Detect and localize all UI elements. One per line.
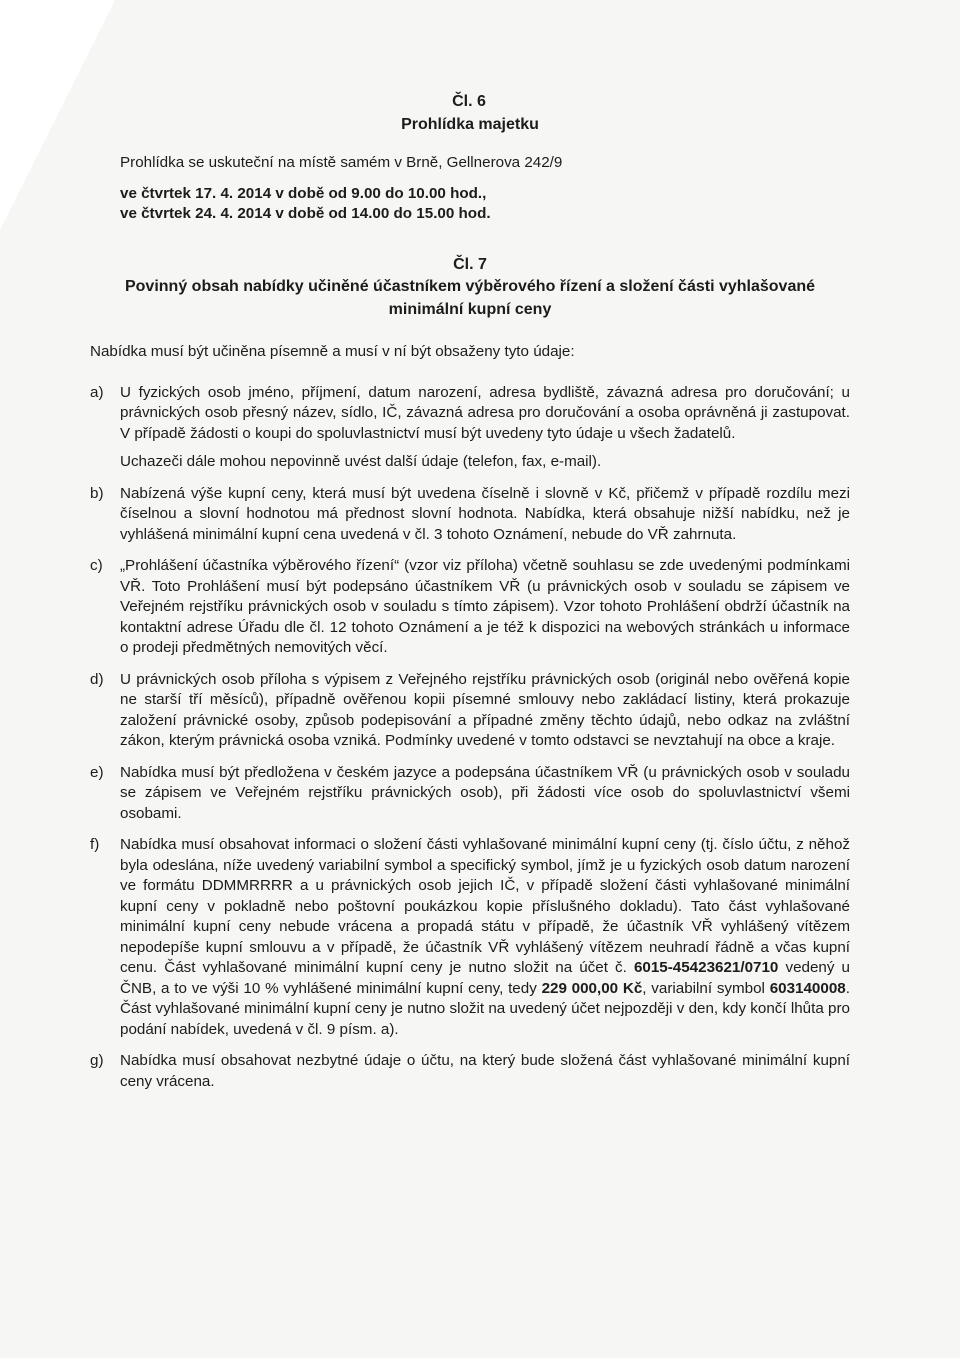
list-item-text: Nabídka musí obsahovat nezbytné údaje o účtu, na který bude složená část vyhlašované minimální kupní ceny vrácena. — [120, 1052, 850, 1090]
list-item-e — [90, 763, 850, 825]
list-item-a — [90, 383, 850, 473]
list-item-text: U fyzických osob jméno, příjmení, datum narození, adresa bydliště, závazná adresa pro doručování; u právnických osob přesný název, sídlo, IČ, závazná adresa pro doručování a osoba oprávněná ji zastupovat. V případě žádosti o koupi do spoluvlastnictví musí být uvedeny tyto údaje u všech žadatelů. — [120, 383, 850, 442]
item-f-text-4: . Část vyhlašované minimální kupní ceny je nutno složit na uvedený účet nejpozději v den, kdy končí lhůta pro podání nabídek, uvedená v čl. 9 písm. a). — [120, 979, 850, 1038]
list-marker: e) — [90, 763, 104, 781]
list-item-text: „Prohlášení účastníka výběrového řízení“ (vzor viz příloha) včetně souhlasu se zde uvedenými podmínkami VŘ. Toto Prohlášení musí být podepsáno účastníkem VŘ (u právnických osob v souladu se zápisem ve Veřejném rejstříku právnických osob v souladu s tímto zápisem). Vzor tohoto Prohlášení obdrží účastník na kontaktní adrese Úřadu dle čl. 12 tohoto Oznámení a je též k dispozici na webových stránkách u informace o prodeji předmětných nemovitých věcí. — [120, 557, 850, 656]
section-7-number: Čl. 7 — [453, 255, 487, 273]
list-item-extra: Uchazeči dále mohou nepovinně uvést další údaje (telefon, fax, e-mail). — [120, 453, 602, 470]
deposit-amount: 229 000,00 Kč — [541, 979, 643, 997]
list-marker: f) — [90, 836, 100, 853]
document-content — [90, 92, 850, 1092]
list-item-text: U právnických osob příloha s výpisem z Veřejného rejstříku právnických osob (originál nebo ověřená kopie ne starší tří měsíců), případně ověřenou kopii písemné smlouvy nebo zakládací listiny, která prokazuje založení právnické osoby, způsob podepisování a případné změny těchto údajů, nebo odkaz na zvláštní zákon, kterým právnická osoba vzniká. Podmínky uvedené v tomto odstavci se nevztahují na obce a kraje. — [120, 670, 850, 749]
list-item-b — [90, 484, 850, 546]
inspection-date-2: ve čtvrtek 24. 4. 2014 v době od 14.00 do 15.00 hod. — [120, 205, 491, 222]
list-marker: a) — [90, 383, 104, 401]
list-marker: g) — [90, 1052, 104, 1069]
item-f-text-1: Nabídka musí obsahovat informaci o složení části vyhlašované minimální kupní ceny (tj. číslo účtu, z něhož byla odeslána, níže uvedený variabilní symbol a specifický symbol, jímž je u fyzických osob datum narození ve formátu DDMMRRRR a u právnických osob jejich IČ, v případě složení části vyhlašované minimální kupní ceny v pokladně nebo poštovní poukázkou kopie příslušného dokladu). Tato část vyhlašované minimální kupní ceny nebude vrácena a propadá státu v případě, že účastník VŘ vyhlášený vítězem nepodepíše kupní smlouvu a v případě, že účastník VŘ vyhlášený vítězem neuhradí řádně a včas kupní cenu. Část vyhlašované minimální kupní ceny je nutno složit na účet č. — [120, 836, 850, 976]
section-7-title-line-2: minimální kupní ceny — [388, 300, 552, 318]
list-marker: b) — [90, 484, 104, 502]
list-item-text: Nabídka musí být předložena v českém jazyce a podepsána účastníkem VŘ (u právnických osob v souladu se zápisem ve Veřejném rejstříku právnických osob), při žádosti více osob do spoluvlastnictví všemi osobami. — [120, 763, 850, 822]
list-item-c — [90, 556, 850, 659]
variable-symbol: 603140008 — [769, 979, 846, 997]
item-f-text-3: , variabilní symbol — [642, 979, 765, 997]
section-7-intro: Nabídka musí být učiněna písemně a musí v ní být obsaženy tyto údaje: — [90, 343, 575, 360]
list-marker: c) — [90, 557, 103, 574]
list-item-g — [90, 1051, 850, 1092]
list-item-text — [120, 835, 850, 1040]
inspection-place: Prohlídka se uskuteční na místě samém v Brně, Gellnerova 242/9 — [120, 154, 563, 171]
section-6-title: Prohlídka majetku — [401, 115, 539, 133]
item-f-text-2: vedený u ČNB, a to ve výši 10 % vyhlášené minimální kupní ceny, tedy — [120, 959, 850, 997]
list-item-text: Nabízená výše kupní ceny, která musí být uvedena číselně i slovně v Kč, přičemž v případě rozdílu mezi číselnou a slovní hodnotou má přednost slovní hodnota. Nabídka, která obsahuje nižší nabídku, než je vyhlášená minimální kupní cena uvedená v čl. 3 tohoto Oznámení, nebude do VŘ zahrnuta. — [120, 484, 850, 543]
list-item-f — [90, 835, 850, 1040]
inspection-date-1: ve čtvrtek 17. 4. 2014 v době od 9.00 do 10.00 hod., — [120, 184, 487, 202]
section-7-title-line-1: Povinný obsah nabídky učiněné účastníkem výběrového řízení a složení části vyhlašované — [124, 278, 816, 295]
list-item-d — [90, 670, 850, 752]
section-6-number: Čl. 6 — [452, 93, 486, 110]
list-marker: d) — [90, 670, 104, 688]
bank-account-number: 6015-45423621/0710 — [633, 959, 779, 976]
